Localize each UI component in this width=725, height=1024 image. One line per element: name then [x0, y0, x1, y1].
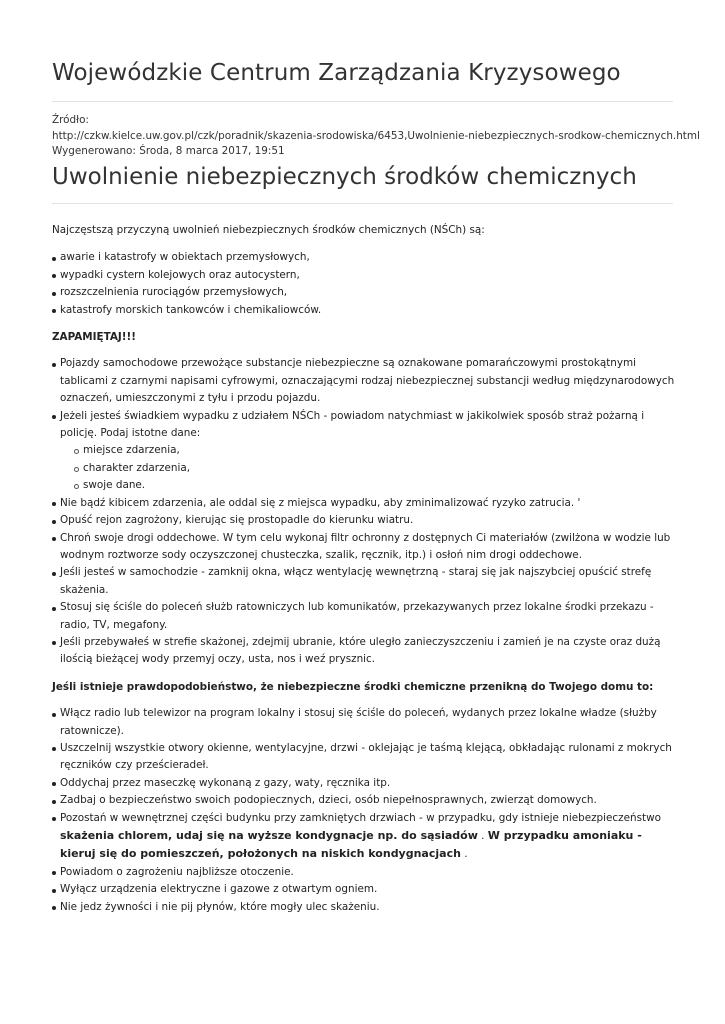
stay-text-1: Pozostań w wewnętrznej części budynku przy zamkniętych drzwiach - w przypadku, gdy istnieje niebezpieczeństwo — [60, 811, 661, 824]
sublist-item: swoje dane. — [74, 477, 677, 494]
generated-date: Wygenerowano: Środa, 8 marca 2017, 19:51 — [52, 145, 285, 157]
list-item: katastrofy morskich tankowców i chemikaliowców. — [52, 302, 677, 319]
intro-paragraph: Najczęstszą przyczyną uwolnień niebezpiecznych środków chemicznych (NŚCh) są: — [52, 224, 485, 236]
list-item: rozszczelnienia rurociągów przemysłowych, — [52, 284, 677, 301]
list-item: Włącz radio lub telewizor na program lokalny i stosuj się ściśle do poleceń, wydanych przez lokalne władze (służby ratownicze). — [52, 705, 677, 740]
details-sublist — [60, 442, 677, 494]
article-title: Uwolnienie niebezpiecznych środków chemicznych — [52, 164, 637, 190]
list-item: Jeśli przebywałeś w strefie skażonej, zdejmij ubranie, które uległo zanieczyszczeniu i zamień je na czyste oraz dużą ilością bieżącej wody przemyj oczy, usta, nos i weź prysznic. — [52, 634, 677, 669]
stay-bold-chlorine: skażenia chlorem, udaj się na wyższe kondygnacje np. do sąsiadów — [60, 829, 478, 842]
causes-list — [52, 249, 677, 319]
site-title: Wojewódzkie Centrum Zarządzania Kryzysowego — [52, 60, 621, 86]
list-item: wypadki cystern kolejowych oraz autocystern, — [52, 267, 677, 284]
list-item: Chroń swoje drogi oddechowe. W tym celu wykonaj filtr ochronny z dostępnych Ci materiałów (zwilżona w wodzie lub wodnym roztworze sody oczyszczonej chusteczka, szalik, ręcznik, itp.) i osłoń nim drogi oddechowe. — [52, 530, 677, 565]
list-item: Wyłącz urządzenia elektryczne i gazowe z otwartym ogniem. — [52, 881, 677, 898]
divider — [52, 203, 673, 204]
sublist-item: miejsce zdarzenia, — [74, 442, 677, 459]
stay-bold-ammonia: W przypadku amoniaku - kieruj się do pomieszczeń, położonych na niskich kondygnacjach — [60, 829, 642, 861]
stay-text-3: . — [460, 848, 468, 861]
list-item: Opuść rejon zagrożony, kierując się prostopadle do kierunku wiatru. — [52, 512, 677, 529]
source-url: http://czkw.kielce.uw.gov.pl/czk/poradnik/skazenia-srodowiska/6453,Uwolnienie-niebezpiecznych-srodkow-chemicznych.html — [52, 129, 700, 142]
article-body — [52, 222, 677, 926]
list-item: awarie i katastrofy w obiektach przemysłowych, — [52, 249, 677, 266]
list-item: Pojazdy samochodowe przewożące substancje niebezpieczne są oznakowane pomarańczowymi prostokątnymi tablicami z czarnymi napisami cyfrowymi, oznaczającymi rodzaj niebezpiecznej substancji według międzynarodowych oznaczeń, umieszczonymi z tyłu i przodu pojazdu. — [52, 355, 677, 407]
list-item: Jeśli jesteś w samochodzie - zamknij okna, włącz wentylację wewnętrzną - staraj się jak najszybciej opuścić strefę skażenia. — [52, 564, 677, 599]
list-item: Zadbaj o bezpieczeństwo swoich podopiecznych, dzieci, osób niepełnosprawnych, zwierząt domowych. — [52, 792, 677, 809]
divider — [52, 101, 673, 102]
list-item: Stosuj się ściśle do poleceń służb ratowniczych lub komunikatów, przekazywanych przez lokalne środki przekazu - radio, TV, megafony. — [52, 599, 677, 634]
list-item: Powiadom o zagrożeniu najbliższe otoczenie. — [52, 864, 677, 881]
home-heading: Jeśli istnieje prawdopodobieństwo, że niebezpieczne środki chemiczne przenikną do Twojego domu to: — [52, 680, 654, 693]
list-item — [52, 408, 677, 495]
remember-list — [52, 355, 677, 668]
remember-heading: ZAPAMIĘTAJ!!! — [52, 331, 136, 344]
list-item: Uszczelnij wszystkie otwory okienne, wentylacyjne, drzwi - oklejając je taśmą klejącą, obkładając rulonami z mokrych ręczników czy prześcieradeł. — [52, 740, 677, 775]
source-info — [52, 113, 700, 160]
sublist-item: charakter zdarzenia, — [74, 460, 677, 477]
stay-text-2: . — [477, 830, 488, 842]
list-item: Oddychaj przez maseczkę wykonaną z gazy, waty, ręcznika itp. — [52, 775, 677, 792]
home-list — [52, 705, 677, 916]
list-item — [52, 810, 677, 864]
source-label: Źródło: — [52, 114, 89, 126]
list-item: Nie bądź kibicem zdarzenia, ale oddal się z miejsca wypadku, aby zminimalizować ryzyko zatrucia. ' — [52, 495, 677, 512]
list-item: Nie jedz żywności i nie pij płynów, które mogły ulec skażeniu. — [52, 899, 677, 916]
list-item-text: Jeżeli jesteś świadkiem wypadku z udziałem NŚCh - powiadom natychmiast w jakikolwiek sposób straż pożarną i policję. Podaj istotne dane: — [60, 409, 645, 440]
